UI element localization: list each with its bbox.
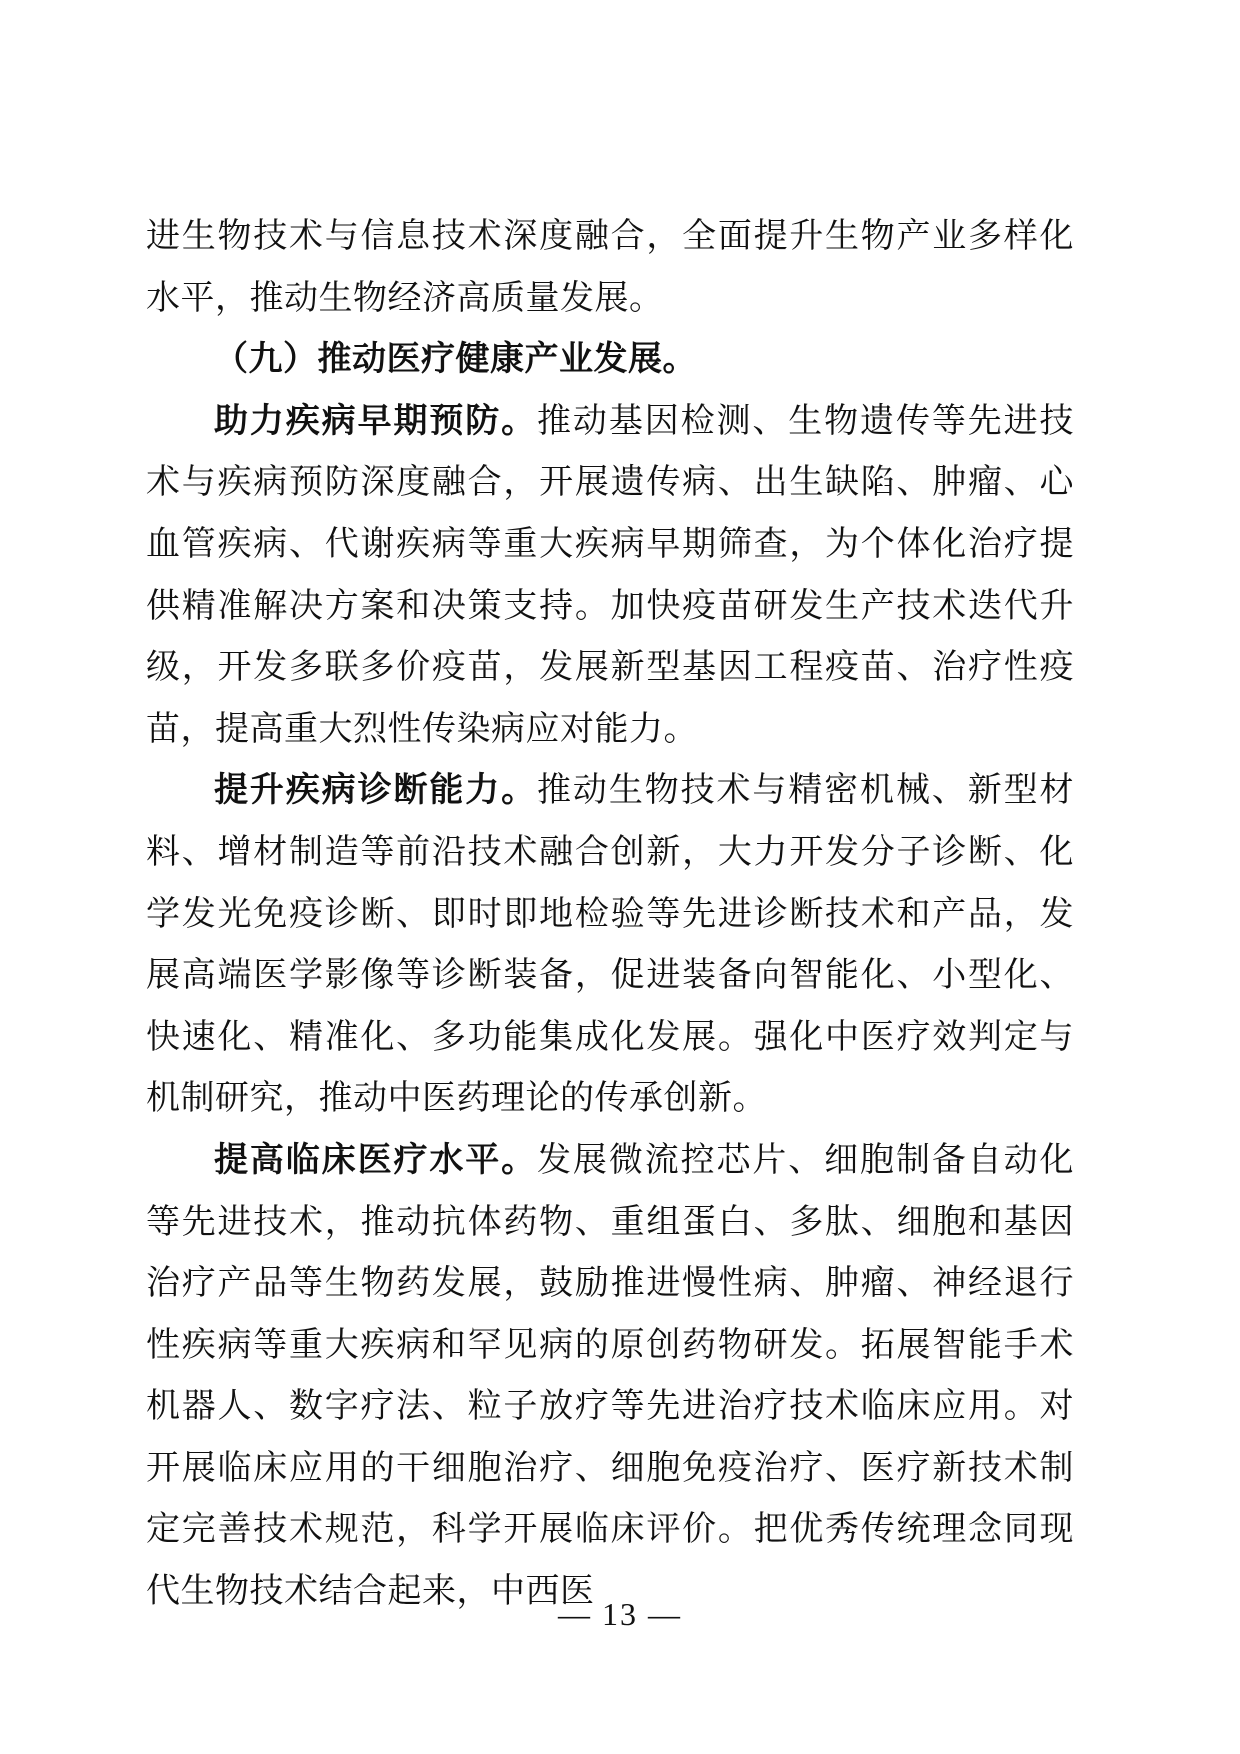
paragraph-body-diagnosis-capability: 推动生物技术与精密机械、新型材料、增材制造等前沿技术融合创新，大力开发分子诊断、化学发光免疫诊断、即时即地检验等先进诊断技术和产品，发展高端医学影像等诊断装备，促进装备向智能化、小型化、快速化、精准化、多功能集成化发展。强化中医疗效判定与机制研究，推动中医药理论的传承创新。 bbox=[146, 772, 1075, 1118]
section-heading-text: （九）推动医疗健康产业发展。 bbox=[214, 341, 697, 379]
paragraph-body-disease-prevention: 推动基因检测、生物遗传等先进技术与疾病预防深度融合，开展遗传病、出生缺陷、肿瘤、心血管疾病、代谢疾病等重大疾病早期筛查，为个体化治疗提供精准解决方案和决策支持。加快疫苗研发生产技术迭代升级，开发多联多价疫苗，发展新型基因工程疫苗、治疗性疫苗，提高重大烈性传染病应对能力。 bbox=[146, 402, 1075, 748]
paragraph-lead-disease-prevention: 助力疾病早期预防。 bbox=[214, 401, 538, 440]
section-heading bbox=[146, 329, 1074, 391]
paragraph-diagnosis-capability bbox=[146, 760, 1074, 1130]
paragraph-continuation bbox=[146, 206, 1074, 329]
paragraph-clinical-medical-level bbox=[146, 1130, 1074, 1623]
paragraph-continuation-text: 进生物技术与信息技术深度融合，全面提升生物产业多样化水平，推动生物经济高质量发展。 bbox=[146, 218, 1074, 317]
paragraph-disease-prevention bbox=[146, 391, 1074, 761]
paragraph-lead-clinical-medical-level: 提高临床医疗水平。 bbox=[214, 1140, 538, 1179]
paragraph-body-clinical-medical-level: 发展微流控芯片、细胞制备自动化等先进技术，推动抗体药物、重组蛋白、多肽、细胞和基因治疗产品等生物药发展，鼓励推进慢性病、肿瘤、神经退行性疾病等重大疾病和罕见病的原创药物研发。拓展智能手术机器人、数字疗法、粒子放疗等先进治疗技术临床应用。对开展临床应用的干细胞治疗、细胞免疫治疗、医疗新技术制定完善技术规范，科学开展临床评价。把优秀传统理念同现代生物技术结合起来，中西医 bbox=[146, 1141, 1075, 1611]
paragraph-lead-diagnosis-capability: 提升疾病诊断能力。 bbox=[214, 771, 538, 810]
page-content bbox=[146, 206, 1074, 1623]
page-number: — 13 — bbox=[558, 1596, 682, 1632]
